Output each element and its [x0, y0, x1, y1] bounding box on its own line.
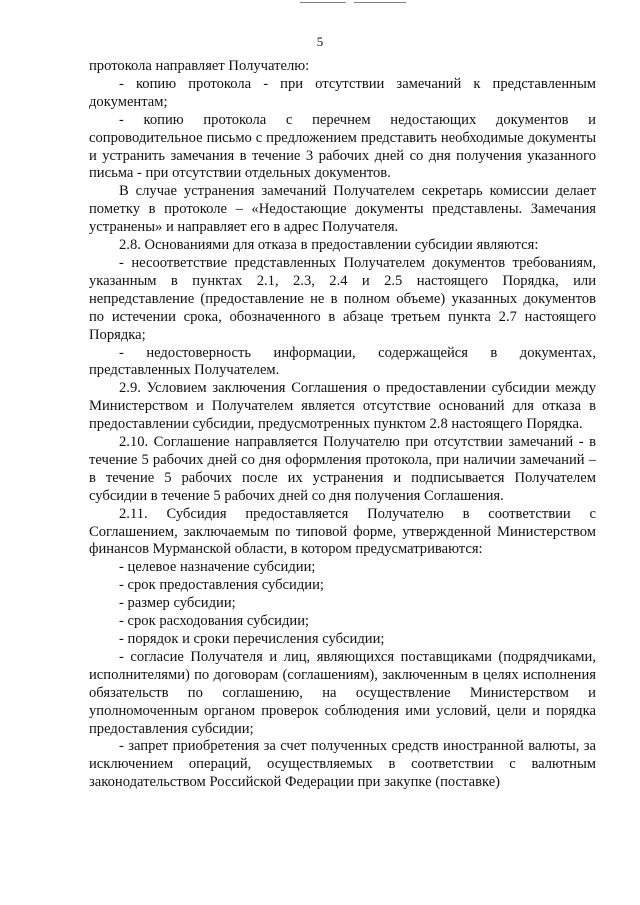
scan-edge-mark	[300, 2, 346, 3]
paragraph: - целевое назначение субсидии;	[119, 559, 316, 576]
paragraph: - согласие Получателя и лиц, являющихся поставщиками (подрядчиками, исполнителями) по договорам (соглашениям), заключенным в целях исполнения обязательств по соглашению, на осуществление Министерством и уполномоченным органом проверок соблюдения ими условий, цели и порядка предоставления субсидии;	[89, 648, 596, 737]
page-number: 5	[316, 34, 324, 49]
scan-edge-marks	[0, 0, 640, 6]
paragraph: - несоответствие представленных Получателем документов требованиям, указанным в пунктах 2.1, 2.3, 2.4 и 2.5 настоящего Порядка, или непредставление (предоставление не в полном объеме) указанных документов по истечении срока, обозначенного в абзаце третьем пункта 2.7 настоящего Порядка;	[89, 254, 596, 343]
paragraph: - копию протокола - при отсутствии замечаний к представленным документам;	[89, 75, 596, 110]
paragraph: 2.8. Основаниями для отказа в предоставлении субсидии являются:	[119, 237, 539, 254]
paragraph: - запрет приобретения за счет полученных средств иностранной валюты, за исключением операций, осуществляемых в соответствии с валютным законодательством Российской Федерации при закупке (поставке)	[89, 738, 596, 791]
paragraph: - срок расходования субсидии;	[119, 613, 310, 630]
paragraph: - недостоверность информации, содержащейся в документах, представленных Получателем.	[89, 344, 596, 379]
paragraph: - срок предоставления субсидии;	[119, 577, 324, 594]
paragraph: протокола направляет Получателю:	[89, 58, 310, 74]
paragraph: 2.10. Соглашение направляется Получателю при отсутствии замечаний - в течение 5 рабочих дней со дня оформления протокола, при наличии замечаний – в течение 5 рабочих после их устранения и подписывается Получателем субсидии в течение 5 рабочих дней со дня получения Соглашения.	[89, 434, 596, 504]
paragraph: 2.11. Субсидия предоставляется Получателю в соответствии с Соглашением, заключаемым по типовой форме, утвержденной Министерством финансов Мурманской области, в котором предусматриваются:	[89, 505, 596, 558]
document-body	[89, 58, 596, 792]
paragraph: - порядок и сроки перечисления субсидии;	[119, 631, 385, 647]
paragraph: В случае устранения замечаний Получателем секретарь комиссии делает пометку в протоколе – «Недостающие документы представлены. Замечания устранены» и направляет его в адрес Получателя.	[89, 183, 596, 236]
paragraph: - размер субсидии;	[119, 595, 236, 612]
paragraph: 2.9. Условием заключения Соглашения о предоставлении субсидии между Министерством и Получателем является отсутствие оснований для отказа в предоставлении субсидии, предусмотренных пунктом 2.8 настоящего Порядка.	[89, 380, 596, 433]
scan-edge-mark	[354, 2, 406, 3]
paragraph: - копию протокола с перечнем недостающих документов и сопроводительное письмо с предложением представить необходимые документы и устранить замечания в течение 3 рабочих дней со дня получения указанного письма - при отсутствии отдельных документов.	[89, 111, 596, 182]
